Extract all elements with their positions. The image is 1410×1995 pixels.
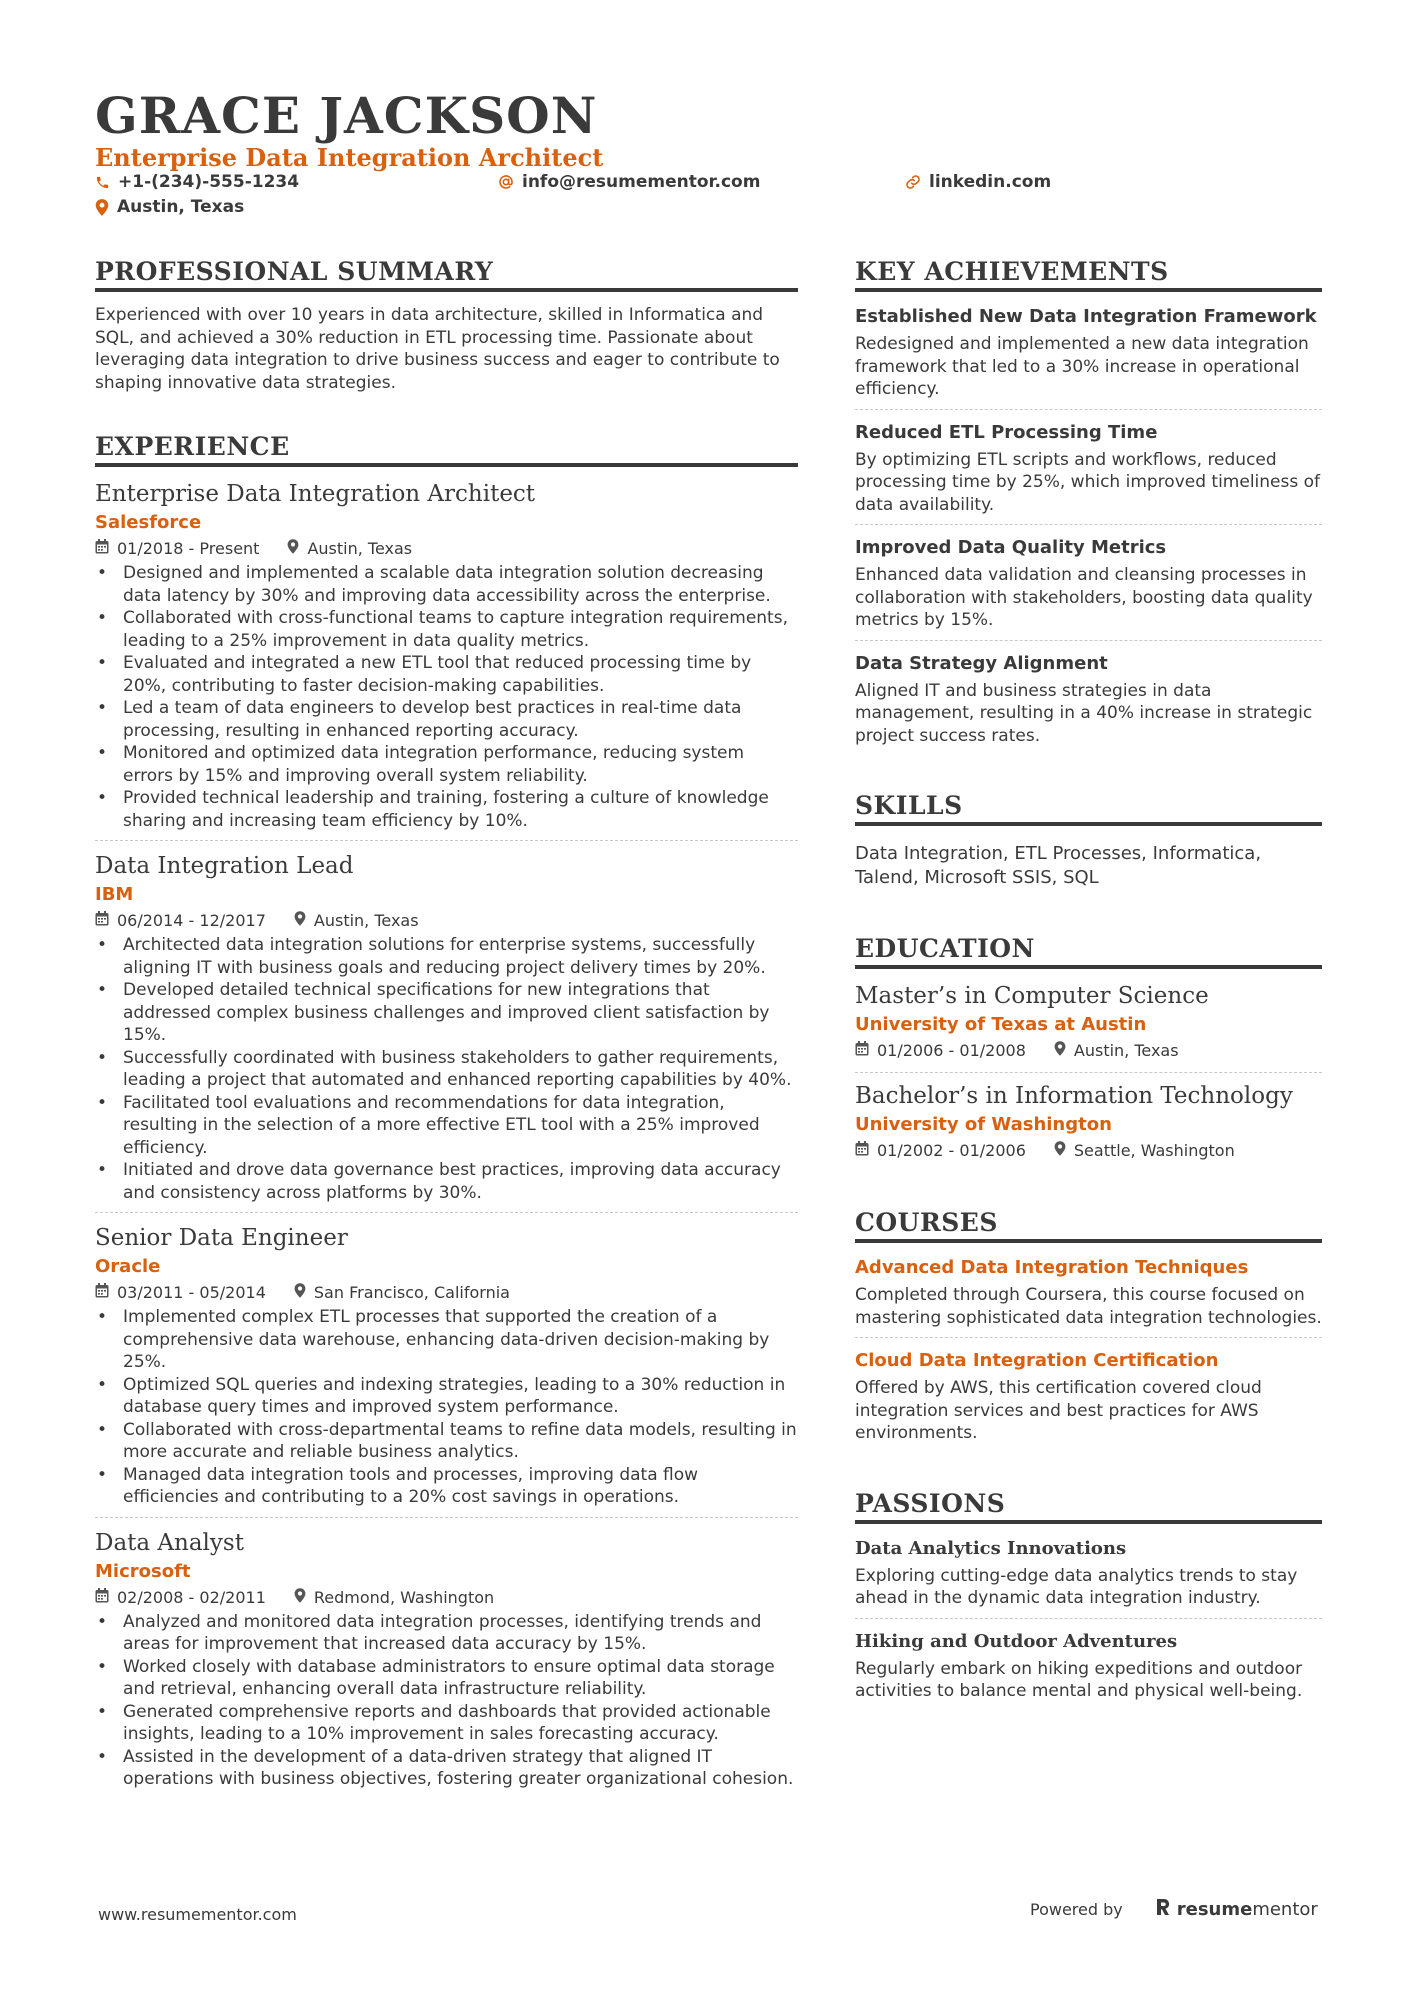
skills-heading: SKILLS (855, 791, 1322, 826)
education-meta (855, 1140, 1322, 1162)
list-item: • Collaborated with cross-functional teams to capture integration requirements, leading to a 25% improvement in data quality metrics. (95, 607, 798, 652)
passion-text: Regularly embark on hiking expeditions and outdoor activities to balance mental and physical well-being. (855, 1658, 1303, 1701)
job-company: Salesforce (95, 512, 202, 533)
list-item: • Monitored and optimized data integration performance, reducing system errors by 15% and improving overall system reliability. (95, 742, 798, 787)
job-role: Enterprise Data Integration Architect (95, 481, 536, 507)
left-column (95, 257, 798, 1799)
summary-text: Experienced with over 10 years in data architecture, skilled in Informatica and SQL, and achieved a 30% reduction in ETL processing time. Passionate about leveraging data integration to drive business success and eager to contribute to shaping innovative data strategies. (95, 305, 780, 393)
course-title: Advanced Data Integration Techniques (855, 1257, 1249, 1278)
achievement-item (855, 524, 1322, 640)
location-text: Austin, Texas (117, 197, 245, 217)
list-item: • Architected data integration solutions for enterprise systems, successfully aligning IT with business goals and reducing project delivery times by 20%. (95, 934, 798, 979)
education-heading: EDUCATION (855, 934, 1322, 969)
achievement-text: By optimizing ETL scripts and workflows, reduced processing time by 25%, which improved timeliness of data availability. (855, 449, 1321, 515)
brand-light-text: mentor (1252, 1899, 1318, 1920)
job-role: Data Analyst (95, 1529, 244, 1556)
phone-number[interactable]: +1-(234)-555-1234 (118, 172, 300, 192)
job-entry (95, 1517, 798, 1799)
education-school: University of Washington (855, 1114, 1112, 1135)
job-meta (95, 538, 798, 560)
job-bullets (95, 934, 798, 1204)
job-bullets (95, 1611, 798, 1791)
achievement-text: Enhanced data validation and cleansing processes in collaboration with stakeholders, boosting data quality metrics by 15%. (855, 565, 1313, 630)
list-item: • Analyzed and monitored data integration processes, identifying trends and areas for improvement that increased data accuracy by 15%. (95, 1611, 798, 1656)
job-company: Oracle (95, 1256, 161, 1277)
job-location: Austin, Texas (307, 539, 413, 558)
experience-list (95, 479, 798, 1799)
resumementor-logo-icon (1155, 1897, 1171, 1922)
contact-location (95, 197, 244, 217)
achievement-title: Established New Data Integration Framework (855, 306, 1317, 327)
job-entry (95, 479, 798, 840)
course-item (855, 1255, 1322, 1337)
list-item: • Provided technical leadership and training, fostering a culture of knowledge sharing and increasing team efficiency by 10%. (95, 787, 798, 832)
contact-linkedin (905, 172, 1051, 192)
calendar-icon (855, 1040, 869, 1062)
passion-item (855, 1618, 1322, 1711)
achievement-text: Aligned IT and business strategies in data management, resulting in a 40% increase in strategic project success rates. (855, 680, 1313, 746)
list-item: • Successfully coordinated with business stakeholders to gather requirements, leading a project that automated and enhanced reporting capabilities by 40%. (95, 1047, 798, 1092)
job-location: San Francisco, California (313, 1283, 510, 1302)
calendar-icon (95, 1587, 109, 1609)
list-item: • Managed data integration tools and processes, improving data flow efficiencies and contributing to a 20% cost savings in operations. (95, 1464, 798, 1509)
job-meta (95, 1587, 798, 1609)
job-location: Redmond, Washington (313, 1587, 495, 1607)
email-link[interactable]: info@resumementor.com (522, 172, 761, 192)
passion-item (855, 1536, 1322, 1618)
passion-text: Exploring cutting-edge data analytics trends to stay ahead in the dynamic data integration industry. (855, 1565, 1298, 1608)
at-icon (498, 174, 514, 190)
footer-website[interactable]: www.resumementor.com (98, 1905, 297, 1924)
job-dates: 03/2011 - 05/2014 (117, 1283, 266, 1302)
link-icon (905, 174, 921, 190)
course-text: Offered by AWS, this certification covered cloud integration services and best practices for AWS environments. (855, 1378, 1262, 1443)
linkedin-link[interactable]: linkedin.com (929, 172, 1052, 192)
education-school: University of Texas at Austin (855, 1014, 1147, 1035)
job-company: Microsoft (95, 1560, 191, 1582)
job-meta (95, 910, 798, 932)
achievements-heading: KEY ACHIEVEMENTS (855, 257, 1322, 292)
list-item: • Implemented complex ETL processes that supported the creation of a comprehensive data warehouse, enhancing data-driven decision-making by 25%. (95, 1306, 798, 1374)
calendar-icon (95, 910, 109, 932)
job-role: Data Integration Lead (95, 853, 354, 879)
education-list (855, 981, 1322, 1172)
achievements-list (855, 304, 1322, 755)
experience-heading: EXPERIENCE (95, 432, 798, 467)
education-item (855, 1072, 1322, 1172)
powered-by-label: Powered by (1030, 1900, 1123, 1919)
job-meta (95, 1282, 798, 1304)
achievement-item (855, 640, 1322, 756)
education-degree: Bachelor’s in Information Technology (855, 1083, 1293, 1109)
calendar-icon (95, 538, 109, 560)
course-text: Completed through Coursera, this course focused on mastering sophisticated data integration technologies. (855, 1285, 1322, 1328)
job-location: Austin, Texas (313, 911, 419, 930)
passion-title: Data Analytics Innovations (855, 1537, 1127, 1559)
map-pin-icon (1054, 1140, 1066, 1162)
passions-list (855, 1536, 1322, 1711)
summary-heading: PROFESSIONAL SUMMARY (95, 257, 798, 292)
achievement-item (855, 409, 1322, 525)
candidate-title: Enterprise Data Integration Architect (95, 143, 604, 172)
map-pin-icon (1054, 1040, 1066, 1062)
education-meta (855, 1040, 1322, 1062)
list-item: • Facilitated tool evaluations and recommendations for data integration, resulting in the selection of a more effective ETL tool with a 25% improved efficiency. (95, 1092, 798, 1160)
course-title: Cloud Data Integration Certification (855, 1350, 1219, 1371)
achievement-title: Data Strategy Alignment (855, 652, 1108, 674)
brand-logo[interactable] (1155, 1897, 1318, 1922)
courses-list (855, 1255, 1322, 1453)
list-item: • Worked closely with database administrators to ensure optimal data storage and retrieval, enhancing overall data infrastructure reliability. (95, 1656, 798, 1701)
list-item: • Collaborated with cross-departmental teams to refine data models, resulting in more accurate and reliable business analytics. (95, 1419, 798, 1464)
job-bullets (95, 1306, 798, 1509)
job-company: IBM (95, 884, 134, 905)
list-item: • Optimized SQL queries and indexing strategies, leading to a 30% reduction in database query times and improved system performance. (95, 1374, 798, 1419)
list-item: • Assisted in the development of a data-driven strategy that aligned IT operations with business objectives, fostering greater organizational cohesion. (95, 1746, 798, 1791)
skills-text: Data Integration, ETL Processes, Informatica, Talend, Microsoft SSIS, SQL (855, 843, 1262, 888)
contact-phone (95, 172, 299, 192)
phone-icon (95, 175, 110, 190)
list-item: • Evaluated and integrated a new ETL tool that reduced processing time by 20%, contributing to faster decision-making capabilities. (95, 652, 798, 697)
achievement-item (855, 304, 1322, 409)
passion-title: Hiking and Outdoor Adventures (855, 1630, 1178, 1652)
map-pin-icon (95, 199, 109, 216)
job-role: Senior Data Engineer (95, 1225, 348, 1251)
map-pin-icon (294, 1282, 306, 1304)
course-item (855, 1337, 1322, 1453)
education-dates: 01/2006 - 01/2008 (877, 1041, 1026, 1060)
list-item: • Led a team of data engineers to develop best practices in real-time data processing, resulting in enhanced reporting accuracy. (95, 697, 798, 742)
map-pin-icon (287, 538, 299, 560)
calendar-icon (95, 1282, 109, 1304)
courses-heading: COURSES (855, 1208, 1322, 1243)
contact-email (498, 172, 760, 192)
education-location: Seattle, Washington (1073, 1141, 1235, 1160)
list-item: • Designed and implemented a scalable data integration solution decreasing data latency by 30% and improving data accessibility across the enterprise. (95, 562, 798, 607)
map-pin-icon (294, 910, 306, 932)
map-pin-icon (294, 1587, 306, 1609)
job-dates: 06/2014 - 12/2017 (117, 911, 266, 930)
education-degree: Master’s in Computer Science (855, 983, 1209, 1009)
education-location: Austin, Texas (1073, 1041, 1179, 1060)
passions-heading: PASSIONS (855, 1489, 1322, 1524)
list-item: • Generated comprehensive reports and dashboards that provided actionable insights, leading to a 10% improvement in sales forecasting accuracy. (95, 1701, 798, 1746)
job-entry (95, 1212, 798, 1517)
footer-branding (1030, 1897, 1318, 1922)
job-entry (95, 840, 798, 1212)
achievement-text: Redesigned and implemented a new data integration framework that led to a 30% increase in operational efficiency. (855, 334, 1309, 399)
job-bullets (95, 562, 798, 832)
education-dates: 01/2002 - 01/2006 (877, 1141, 1026, 1160)
candidate-name: GRACE JACKSON (95, 86, 598, 145)
achievement-title: Reduced ETL Processing Time (855, 421, 1158, 443)
achievement-title: Improved Data Quality Metrics (855, 537, 1167, 558)
list-item: • Developed detailed technical specifications for new integrations that addressed complex business challenges and improved client satisfaction by 15%. (95, 979, 798, 1047)
job-dates: 01/2018 - Present (117, 539, 260, 558)
brand-bold-text: resume (1176, 1899, 1253, 1920)
education-item (855, 981, 1322, 1072)
list-item: • Initiated and drove data governance best practices, improving data accuracy and consistency across platforms by 30%. (95, 1159, 798, 1204)
calendar-icon (855, 1140, 869, 1162)
job-dates: 02/2008 - 02/2011 (117, 1587, 266, 1607)
right-column (855, 257, 1322, 1711)
